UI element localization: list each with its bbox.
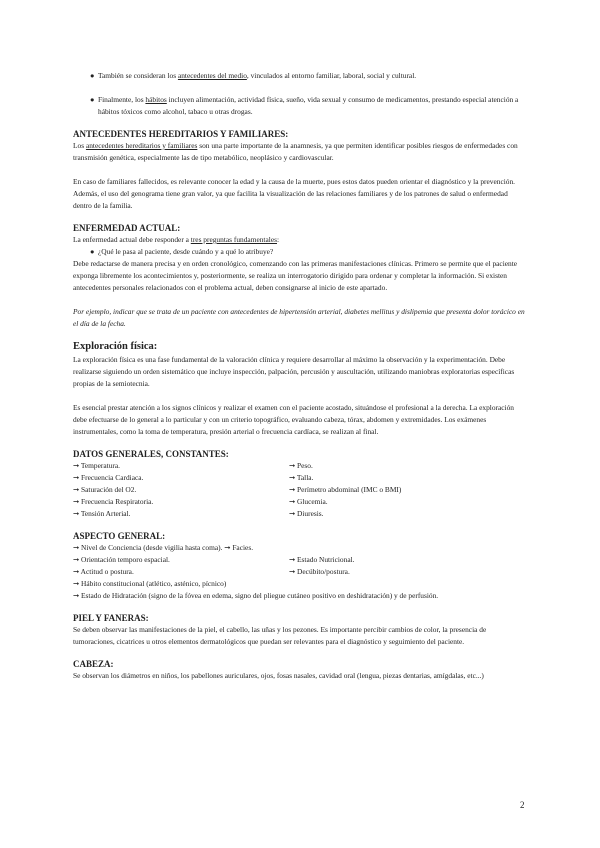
list-item: ● También se consideran los antecedentes del medio, vinculados al entorno familiar, laboral, social y cultural. (90, 71, 417, 80)
bullet-icon: ● (90, 95, 95, 104)
list-item: ➞ Estado de Hidratación (signo de la fóvea en edema, signo del pliegue cutáneo positivo en deshidratación) y de perfusión. (73, 591, 439, 600)
list-item: ➞ Actitud o postura. (73, 567, 134, 576)
list-item: ➞ Frecuencia Respiratoria. (73, 497, 154, 506)
list-item: ➞ Perímetro abdominal (IMC o BMI) (289, 485, 402, 494)
aspecto-row (73, 554, 528, 566)
constantes-column-left (73, 460, 289, 520)
underlined-term: antecedentes del medio (177, 71, 247, 80)
section-heading-exploracion: Exploración física: (73, 341, 158, 352)
underlined-term: hábitos (145, 95, 167, 104)
constantes-columns (73, 460, 528, 520)
bullet-icon: ● (90, 247, 95, 256)
list-item: ➞ Temperatura. (73, 461, 120, 470)
list-item: ➞ Talla. (289, 473, 314, 482)
paragraph: Se deben observar las manifestaciones de la piel, el cabello, las uñas y los pezones. Es importante percibir cambios de color, la presencia de tumoraciones, cicatrices u otros elementos dermatológicos que puedan ser relevantes para el diagnóstico y seguimiento del paciente. (73, 625, 487, 646)
paragraph: Los antecedentes hereditarios y familiares son una parte importante de la anamnesis, ya que permiten identificar posibles riesgos de enfermedades con transmisión genética, especialmente las de tipo metabólico, neoplásico y cardiovascular. (73, 141, 518, 162)
page-number: 2 (520, 800, 525, 810)
list-item: ● Finalmente, los hábitos incluyen alimentación, actividad física, sueño, vida sexual y consumo de medicamentos, prestando especial atención a hábitos tóxicos como alcohol, tabaco u otras drogas. (90, 95, 519, 116)
paragraph: Es esencial prestar atención a los signos clínicos y realizar el examen con el paciente acostado, situándose el profesional a la derecha. La exploración debe efectuarse de lo general a lo particular y con un criterio topográfico, evaluando cabeza, tórax, abdomen y extremidades. Los exámenes instrumentales, como la toma de temperatura, presión arterial o frecuencia cardíaca, se realizan al final. (73, 403, 514, 436)
list-item: ➞ Diuresis. (289, 509, 324, 518)
paragraph: Se observan los diámetros en niños, los pabellones auriculares, ojos, fosas nasales, cavidad oral (lengua, piezas dentarias, amígdalas, etc...) (73, 671, 484, 680)
list-item: ➞ Estado Nutricional. (289, 555, 355, 564)
list-item: ➞ Frecuencia Cardiaca. (73, 473, 144, 482)
list-item: ➞ Peso. (289, 461, 313, 470)
paragraph: En caso de familiares fallecidos, es relevante conocer la edad y la causa de la muerte, pues estos datos pueden orientar el diagnóstico y la prevención. Además, el uso del genograma tiene gran valor, ya que facilita la visualización de las relaciones familiares y de los patrones de salud o enfermedad dentro de la familia. (73, 177, 516, 210)
list-item: ➞ Saturación del O2. (73, 485, 137, 494)
bullet-list (73, 246, 528, 258)
section-heading-enfermedad-actual: ENFERMEDAD ACTUAL: (73, 223, 181, 233)
example-paragraph: Por ejemplo, indicar que se trata de un paciente con antecedentes de hipertensión arterial, diabetes mellitus y dislipemia que presenta dolor torácico en el día de la fecha. (73, 307, 525, 328)
bullet-icon: ● (90, 71, 95, 80)
section-heading-constantes: DATOS GENERALES, CONSTANTES: (73, 449, 229, 459)
list-item: ➞ Orientación temporo espacial. (73, 555, 170, 564)
section-heading-hereditarios: ANTECEDENTES HEREDITARIOS Y FAMILIARES: (73, 129, 289, 139)
section-heading-aspecto: ASPECTO GENERAL: (73, 531, 166, 541)
section-heading-piel: PIEL Y FANERAS: (73, 613, 149, 623)
paragraph: La exploración física es una fase fundamental de la valoración clínica y requiere desarrollar al máximo la observación y la experimentación. Debe realizarse siguiendo un orden sistemático que incluye inspección, palpación, percusión y auscultación, utilizando maniobras exploratorias específicas propias de la semiotecnia. (73, 355, 515, 388)
list-item: ➞ Glucemia. (289, 497, 328, 506)
section-heading-cabeza: CABEZA: (73, 659, 114, 669)
document-page (73, 70, 528, 682)
underlined-term: tres preguntas fundamentales (190, 235, 277, 244)
aspecto-row (73, 566, 528, 578)
constantes-column-right (289, 460, 528, 520)
bullet-list-top (73, 70, 528, 118)
paragraph: La enfermedad actual debe responder a tres preguntas fundamentales: (73, 235, 280, 244)
list-item: ➞ Tensión Arterial. (73, 509, 131, 518)
underlined-term: antecedentes hereditarios y familiares (85, 141, 198, 150)
list-item: ➞ Hábito constitucional (atlético, asténico, pícnico) (73, 579, 227, 588)
list-item: ● ¿Qué le pasa al paciente, desde cuándo y a qué lo atribuye? (90, 247, 274, 256)
paragraph: Debe redactarse de manera precisa y en orden cronológico, comenzando con las primeras manifestaciones clínicas. Primero se permite que el paciente exponga libremente los acontecimientos y, posteriormente, se realiza un interrogatorio dirigido para ordenar y completar la información. Si existen antecedentes personales relacionados con el problema actual, deben consignarse al inicio de este apartado. (73, 259, 518, 292)
list-item: ➞ Decúbito/postura. (289, 567, 350, 576)
list-item: ➞ Nivel de Conciencia (desde vigilia hasta coma). ➞ Facies. (73, 543, 254, 552)
